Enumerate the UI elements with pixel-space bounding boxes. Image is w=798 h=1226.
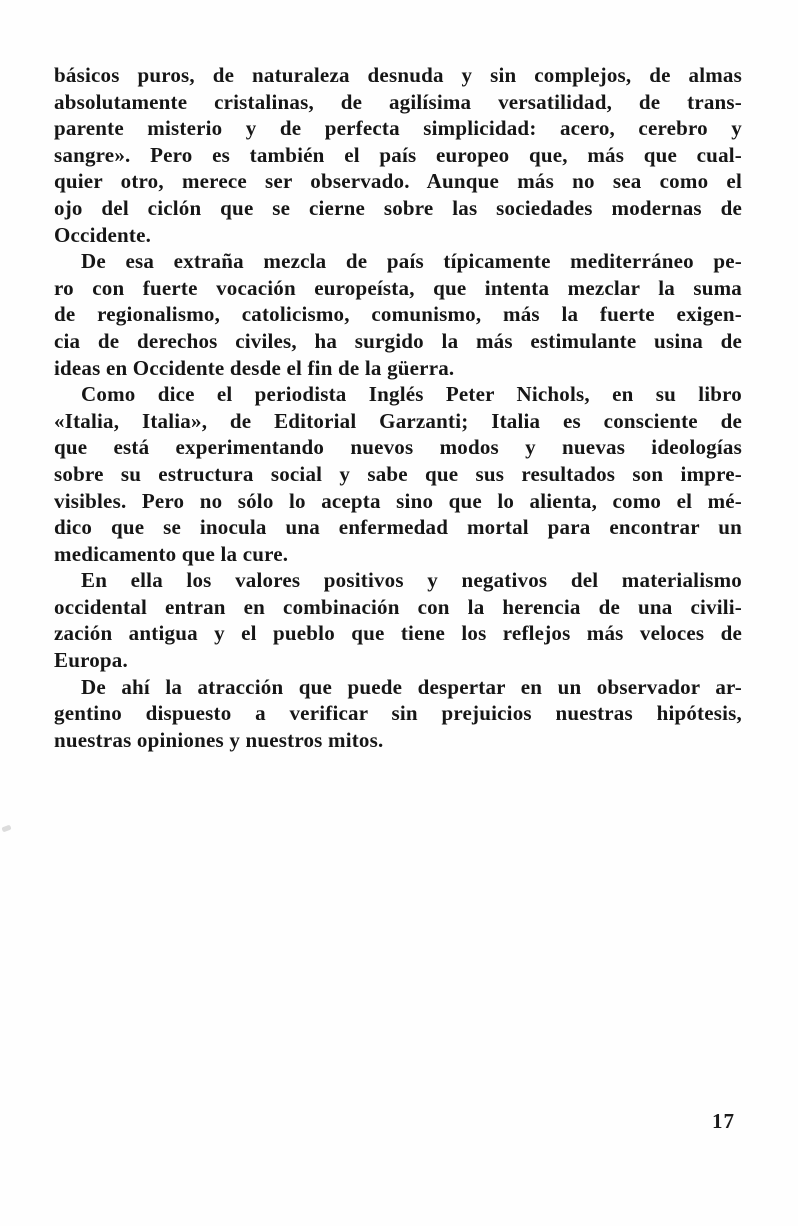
text-line: sangre». Pero es también el país europeo que, más que cual-	[54, 142, 742, 167]
paragraph	[54, 381, 742, 567]
text-line: occidental entran en combinación con la herencia de una civili-	[54, 594, 742, 619]
text-line: Europa.	[54, 648, 128, 673]
paragraph	[54, 567, 742, 673]
text-line: dico que se inocula una enfermedad mortal para encontrar un	[54, 515, 742, 540]
scan-artifact	[1, 825, 11, 833]
text-line: De esa extraña mezcla de país típicamente mediterráneo pe-	[81, 249, 742, 274]
text-line: de regionalismo, catolicismo, comunismo, más la fuerte exigen-	[54, 302, 742, 327]
paragraph	[54, 248, 742, 381]
text-line: ojo del ciclón que se cierne sobre las sociedades modernas de	[54, 195, 742, 220]
page-number: 17	[712, 1109, 735, 1133]
text-line: Occidente.	[54, 222, 152, 247]
text-line: nuestras opiniones y nuestros mitos.	[54, 727, 384, 752]
text-line: De ahí la atracción que puede despertar en un observador ar-	[81, 674, 742, 699]
text-line: ideas en Occidente desde el fin de la güerra.	[54, 355, 455, 380]
text-line: ro con fuerte vocación europeísta, que intenta mezclar la suma	[54, 275, 742, 300]
text-line: zación antigua y el pueblo que tiene los reflejos más veloces de	[54, 621, 742, 646]
text-line: Como dice el periodista Inglés Peter Nichols, en su libro	[81, 382, 742, 407]
paragraph	[54, 674, 742, 754]
paragraph	[54, 62, 742, 248]
text-line: parente misterio y de perfecta simplicidad: acero, cerebro y	[54, 116, 742, 141]
text-line: quier otro, merece ser observado. Aunque más no sea como el	[54, 169, 742, 194]
text-line: absolutamente cristalinas, de agilísima versatilidad, de trans-	[54, 89, 742, 114]
body-text	[54, 62, 742, 753]
text-line: En ella los valores positivos y negativos del materialismo	[81, 568, 742, 593]
text-line: medicamento que la cure.	[54, 541, 289, 566]
text-line: que está experimentando nuevos modos y nuevas ideologías	[54, 435, 742, 460]
text-line: básicos puros, de naturaleza desnuda y sin complejos, de almas	[54, 63, 742, 87]
text-line: sobre su estructura social y sabe que sus resultados son impre-	[54, 461, 742, 486]
text-line: gentino dispuesto a verificar sin prejuicios nuestras hipótesis,	[54, 701, 742, 726]
text-line: cia de derechos civiles, ha surgido la más estimulante usina de	[54, 328, 742, 353]
text-line: «Italia, Italia», de Editorial Garzanti; Italia es consciente de	[54, 408, 742, 433]
text-line: visibles. Pero no sólo lo acepta sino que lo alienta, como el mé-	[54, 488, 742, 513]
